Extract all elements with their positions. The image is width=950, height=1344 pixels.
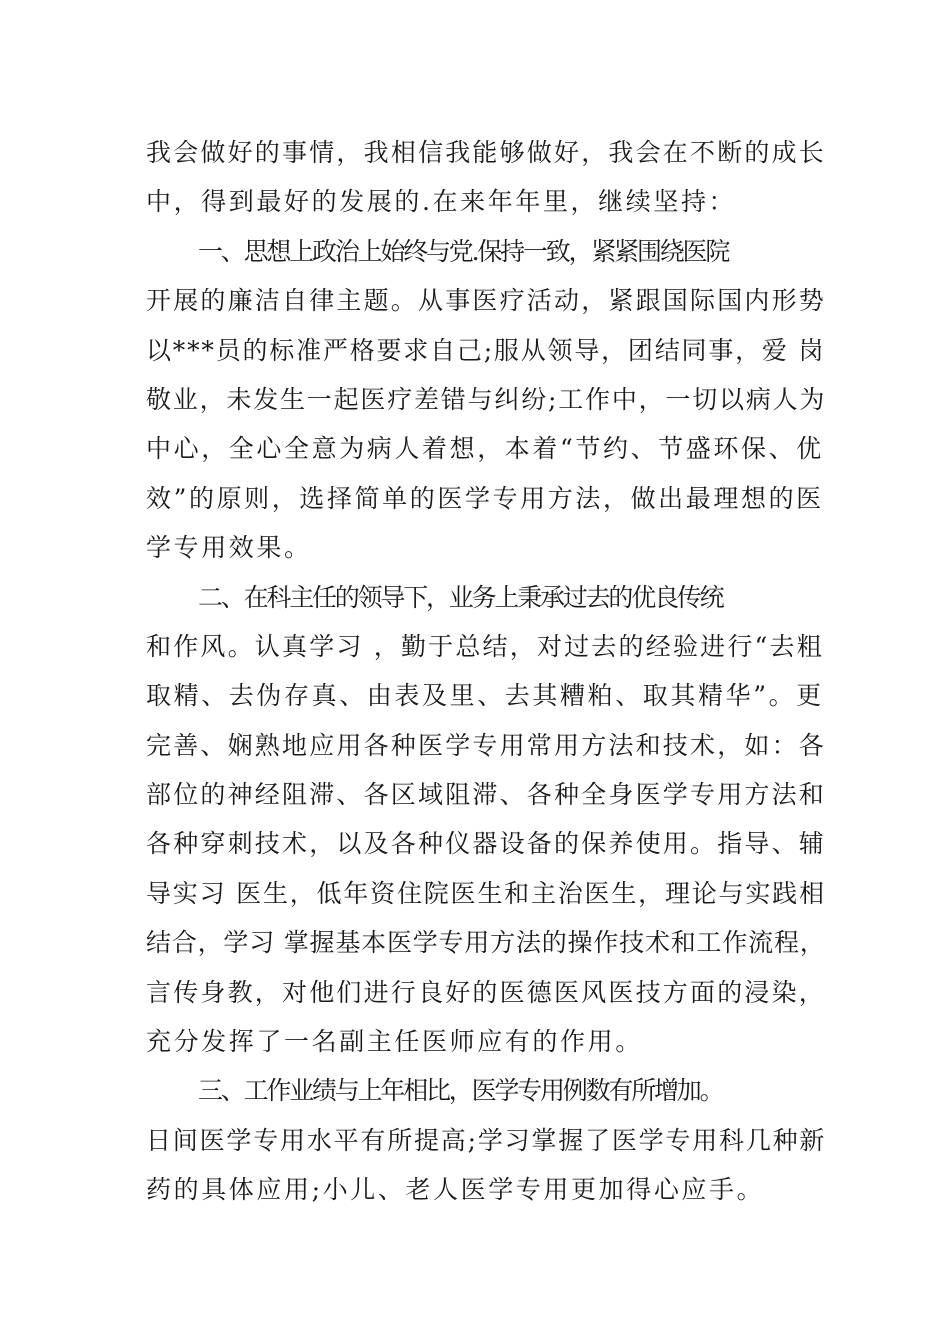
text-line: 中，得到最好的发展的.在来年年里，继续坚持： [146,187,737,217]
text-line: 结合，学习 掌握基本医学专用方法的操作技术和工作流程， [146,928,826,958]
text-line: 取精、去伪存真、由表及里、去其糟粕、取其精华”。更 [146,681,824,711]
text-line: 导实习 医生，低年资住院医生和主治医生，理论与实践相 [146,878,826,908]
text-line: 二、在科主任的领导下，业务上秉承过去的优良传统 [198,582,723,612]
text-line: 一、思想上政治上始终与党.保持一致，紧紧围绕医院 [198,236,729,266]
text-line: 充分发挥了一名副主任医师应有的作用。 [146,1027,643,1057]
text-line: 敬业，未发生一起医疗差错与纠纷;工作中，一切以病人为 [146,384,827,414]
text-line: 各种穿刺技术，以及各种仪器设备的保养使用。指导、辅 [146,829,827,859]
text-line: 学专用效果。 [146,533,312,563]
text-line: 三、工作业绩与上年相比，医学专用例数有所增加。 [198,1076,723,1106]
document-body [146,128,826,1215]
text-line: 日间医学专用水平有所提高;学习掌握了医学专用科几种新 [146,1125,827,1155]
text-line: 我会做好的事情，我相信我能够做好，我会在不断的成长 [146,138,827,167]
text-line: 和作风。认真学习 ，勤于总结，对过去的经验进行“去粗 [146,631,824,661]
text-line: 中心，全心全意为病人着想，本着“节约、节盛环保、优 [146,434,824,464]
text-line: 开展的廉洁自律主题。从事医疗活动，紧跟国际国内形势 [146,286,827,316]
text-line: 部位的神经阻滞、各区域阻滞、各种全身医学专用方法和 [146,780,827,810]
text-line: 完善、娴熟地应用各种医学专用常用方法和技术，如：各 [146,730,827,760]
text-line: 以***员的标准严格要求自己;服从领导，团结同事，爱 岗 [146,335,826,365]
text-line: 效”的原则，选择简单的医学专用方法，做出最理想的医 [146,483,824,513]
text-line: 药的具体应用;小儿、老人医学专用更加得心应手。 [146,1175,765,1205]
text-line: 言传身教，对他们进行良好的医德医风医技方面的浸染， [146,977,827,1007]
